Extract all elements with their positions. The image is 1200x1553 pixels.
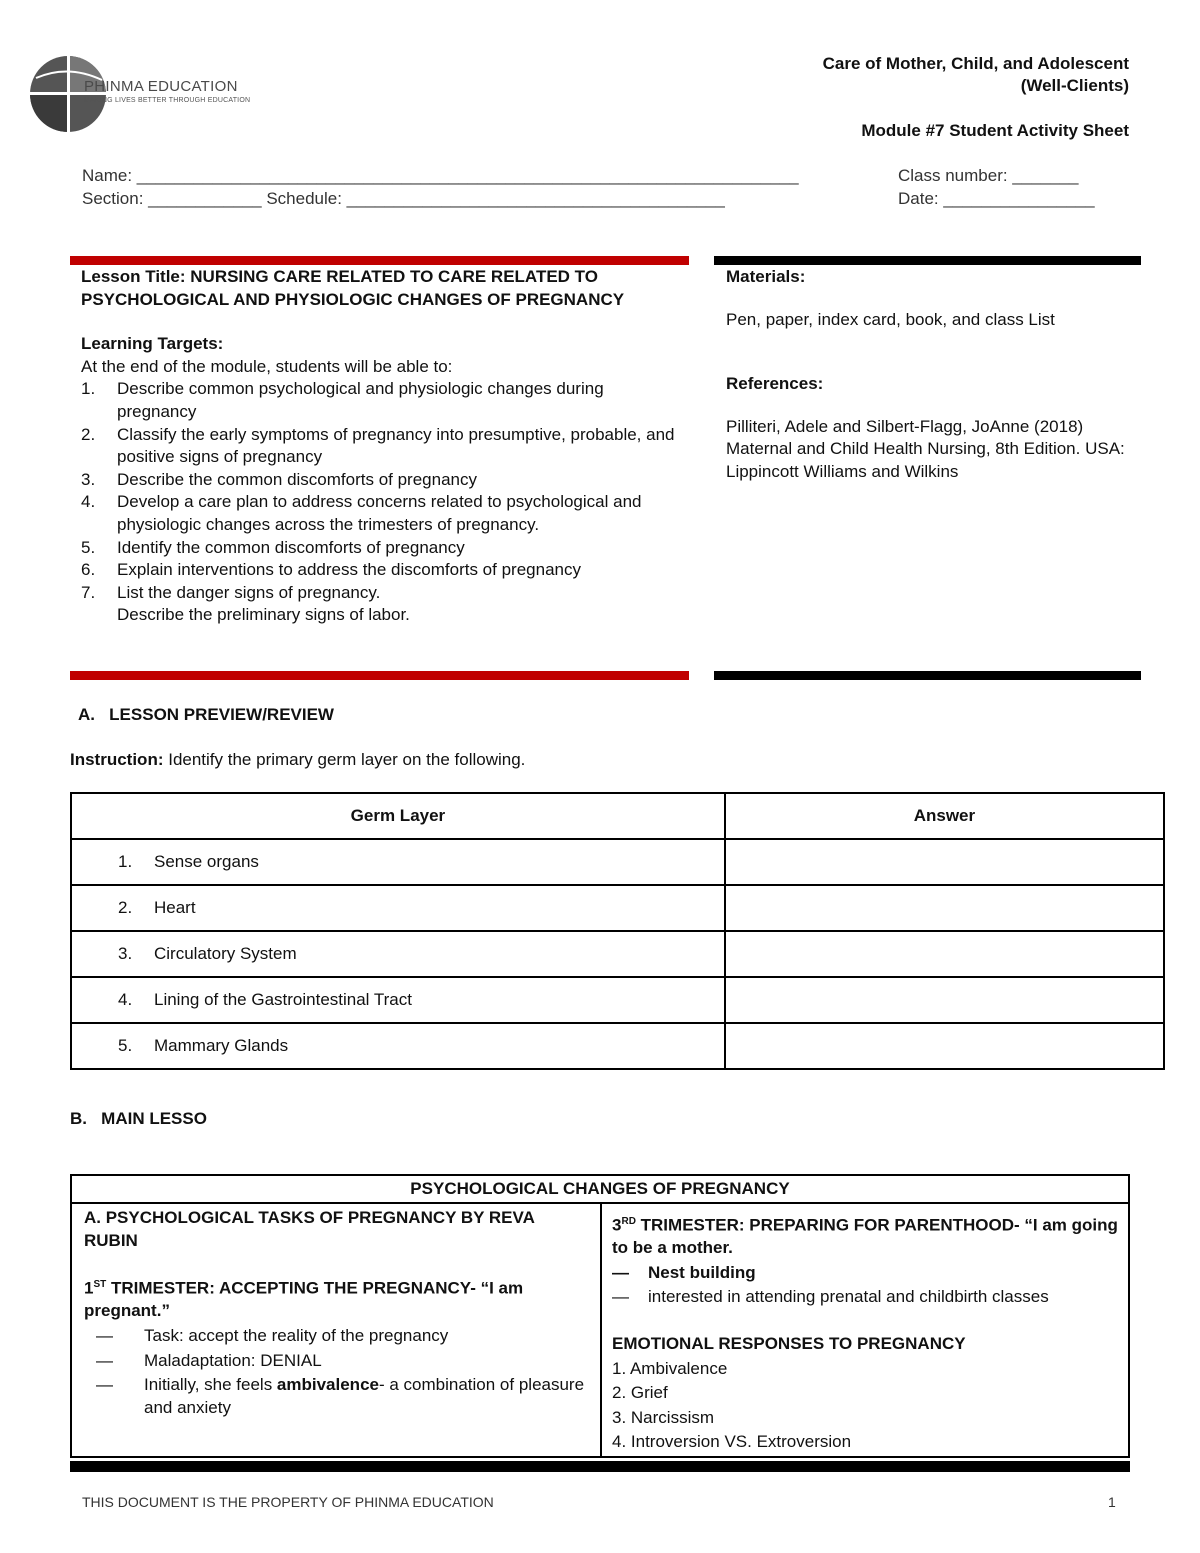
dash-icon: — [612,1287,629,1307]
materials-info [726,266,1136,484]
psychological-tasks-column [72,1204,602,1456]
answer-cell[interactable] [725,931,1164,977]
references-text: Pilliteri, Adele and Silbert-Flagg, JoAnne (2018) Maternal and Child Health Nursing, 8th Edition. USA: Lippincott Williams and Wilkins [726,416,1125,481]
germ-item: Circulatory System [154,944,297,963]
learning-targets-list [81,378,681,627]
answer-cell[interactable] [725,839,1164,885]
list-item: 2. Classify the early symptoms of pregnancy into presumptive, probable, and positive signs of pregnancy [81,424,675,467]
table-row: 5. Mammary Glands [71,1023,1164,1069]
table-row: 3. Circulatory System [71,931,1164,977]
table-header-row [71,793,1164,839]
list-item: — Nest building [612,1262,1118,1285]
list-item: Describe the preliminary signs of labor. [117,605,410,625]
instruction-label: Instruction: [70,750,164,769]
lesson-bottom-bar [70,671,689,680]
third-trimester-column [602,1204,1128,1456]
list-item: 2. Grief [612,1383,668,1403]
column-header-germ-layer: Germ Layer [71,793,725,839]
list-item: 6. Explain interventions to address the discomforts of pregnancy [81,560,581,580]
section-schedule-field[interactable]: Section: ____________ Schedule: ________________________________________ [82,189,725,208]
germ-item: Heart [154,898,196,917]
germ-layer-table [70,792,1165,1070]
page-number: 1 [1108,1494,1116,1510]
list-item: — Maladaptation: DENIAL [84,1350,588,1373]
course-title-line1: Care of Mother, Child, and Adolescent [822,54,1129,73]
lesson-top-bar [70,256,689,265]
third-trimester-heading: 3RD TRIMESTER: PREPARING FOR PARENTHOOD- “I am going to be a mother. [612,1215,1118,1258]
psychological-tasks-heading: A. PSYCHOLOGICAL TASKS OF PREGNANCY BY REVA RUBIN [84,1208,535,1250]
table-row: 1. Sense organs [71,839,1164,885]
table-row: 2. Heart [71,885,1164,931]
first-trimester-heading: 1ST TRIMESTER: ACCEPTING THE PREGNANCY- “I am pregnant.” [84,1278,524,1321]
section-a-heading: A. LESSON PREVIEW/REVIEW [78,705,334,724]
materials-label: Materials: [726,267,806,286]
column-header-answer: Answer [725,793,1164,839]
list-item: — Task: accept the reality of the pregnancy [84,1325,588,1348]
psychological-changes-title: PSYCHOLOGICAL CHANGES OF PREGNANCY [72,1176,1128,1204]
class-number-field[interactable]: Class number: _______ [898,166,1079,185]
lesson-info [81,266,681,627]
table-row: 4. Lining of the Gastrointestinal Tract [71,977,1164,1023]
answer-cell[interactable] [725,1023,1164,1069]
dash-icon: — [96,1375,113,1395]
learning-targets-intro: At the end of the module, students will be able to: [81,356,453,376]
dash-icon: — [612,1262,629,1282]
materials-top-bar [714,256,1141,265]
germ-item: Lining of the Gastrointestinal Tract [154,990,412,1009]
instruction-text: Identify the primary germ layer on the following. [163,750,526,769]
date-field[interactable]: Date: ________________ [898,189,1095,208]
lesson-title: Lesson Title: NURSING CARE RELATED TO CARE RELATED TO PSYCHOLOGICAL AND PHYSIOLOGIC CHANGES OF PREGNANCY [81,267,625,309]
learning-targets-label: Learning Targets: [81,334,224,354]
name-field[interactable]: Name: ______________________________________________________________________ [82,166,799,185]
list-item: — Initially, she feels ambivalence- a combination of pleasure and anxiety [96,1375,585,1417]
dash-icon: — [96,1326,113,1346]
list-item: 1. Describe common psychological and physiologic changes during pregnancy [81,379,604,421]
materials-text: Pen, paper, index card, book, and class List [726,309,1055,329]
list-item: 7. List the danger signs of pregnancy. [81,582,381,602]
answer-cell[interactable] [725,885,1164,931]
logo-tagline: MAKING LIVES BETTER THROUGH EDUCATION [84,97,251,104]
list-item: — interested in attending prenatal and childbirth classes [612,1286,1118,1309]
materials-bottom-bar [714,671,1141,680]
germ-item: Sense organs [154,852,259,871]
list-item: 5. Identify the common discomforts of pregnancy [81,537,465,557]
psychological-changes-box [70,1174,1130,1458]
dash-icon: — [96,1350,113,1370]
list-item: 1. Ambivalence [612,1358,728,1378]
references-label: References: [726,374,824,394]
emotional-responses-heading: EMOTIONAL RESPONSES TO PREGNANCY [612,1334,966,1354]
list-item: 3. Narcissism [612,1407,715,1427]
list-item: 4. Introversion VS. Extroversion [612,1432,852,1452]
answer-cell[interactable] [725,977,1164,1023]
list-item: 3. Describe the common discomforts of pregnancy [81,469,477,489]
germ-item: Mammary Glands [154,1036,289,1055]
section-b-heading: B. MAIN LESSO [70,1109,207,1128]
course-title-line2: (Well-Clients) [1020,76,1129,95]
instruction [70,750,525,770]
logo-name: PHINMA EDUCATION [84,78,238,95]
module-title: Module #7 Student Activity Sheet [861,121,1129,140]
footer-text: THIS DOCUMENT IS THE PROPERTY OF PHINMA EDUCATION [82,1494,494,1510]
list-item: 4. Develop a care plan to address concerns related to psychological and physiologic changes across the trimesters of pregnancy. [81,492,642,534]
footer-bar [70,1461,1130,1472]
